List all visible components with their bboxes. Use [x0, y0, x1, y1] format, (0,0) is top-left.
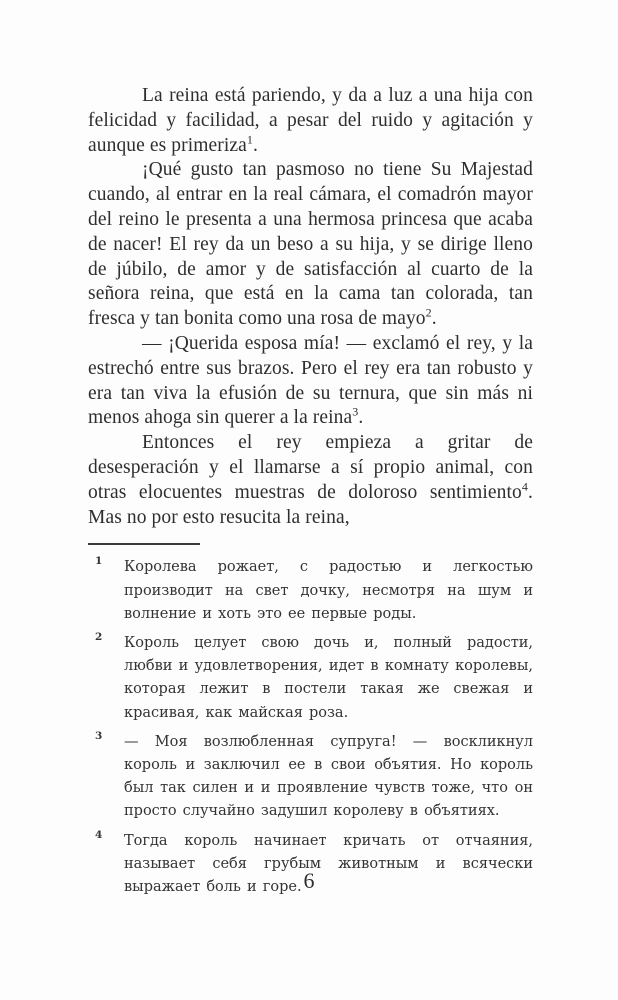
paragraph-1: La reina está pariendo, y da a luz a una hija con felicidad y facilidad, a pesar del ruido y agitación y aunque es primeriza$^1$.: [88, 85, 533, 156]
footnote-ref-4: 4: [521, 479, 529, 494]
footnote-ref-3: 3: [352, 404, 359, 419]
footnote-item-3: [88, 731, 533, 824]
paragraph-4: Entonces el rey empieza a gritar de desesperación y el llamarse a sí propio animal, con otras elocuentes muestras de doloroso sentimiento$^4$. Mas no por esto resucita la reina,: [88, 432, 533, 528]
paragraph-2: ¡Qué gusto tan pasmoso no tiene Su Majestad cuando, al entrar en la real cámara, el comadrón mayor del reino le presenta a una hermosa princesa que acaba de nacer! El rey da un beso a su hija, y se dirige lleno de júbilo, de amor y de satisfacción al cuarto de la señora reina, que está en la cama tan colorada, tan fresca y tan bonita como una rosa de mayo$^2$.: [88, 159, 533, 330]
page-number: 6: [303, 868, 315, 893]
footnotes-block: [88, 556, 533, 899]
footnote-marker-1: 1: [95, 555, 103, 568]
footnote-marker-2: 2: [95, 630, 103, 643]
footnote-item-2: [88, 632, 533, 725]
main-text-block: [88, 84, 533, 530]
footnote-marker-4: 4: [95, 828, 103, 841]
footnote-separator: [88, 543, 200, 545]
footnote-text-4: Тогда король начинает кричать от отчаяния, называет себя грубым животным и всячески выражает боль и горе.: [124, 832, 533, 895]
footnote-text-2: Король целует свою дочь и, полный радости, любви и удовлетворения, идет в комнату королевы, которая лежит в постели такая же свежая и красивая, как майская роза.: [124, 634, 533, 721]
footnote-text-1: Королева рожает, с радостью и легкостью производит на свет дочку, несмотря на шум и волнение и хоть это ее первые роды.: [124, 559, 533, 622]
footnote-ref-1: 1: [246, 132, 254, 147]
footnote-item-1: [88, 556, 533, 626]
footnote-text-3: — Моя возлюбленная супруга! — воскликнул король и заключил ее в свои объятия. Но король был так силен и и проявление чувств тоже, что он просто случайно задушил королеву в объятиях.: [124, 733, 533, 820]
paragraph-3: — ¡Querida esposa mía! — exclamó el rey, y la estrechó entre sus brazos. Pero el rey era tan robusto y era tan viva la efusión de su ternura, que sin más ni menos ahoga sin querer a la reina$^3$.: [88, 332, 533, 429]
footnote-ref-2: 2: [425, 305, 432, 320]
footnote-marker-3: 3: [95, 729, 103, 742]
